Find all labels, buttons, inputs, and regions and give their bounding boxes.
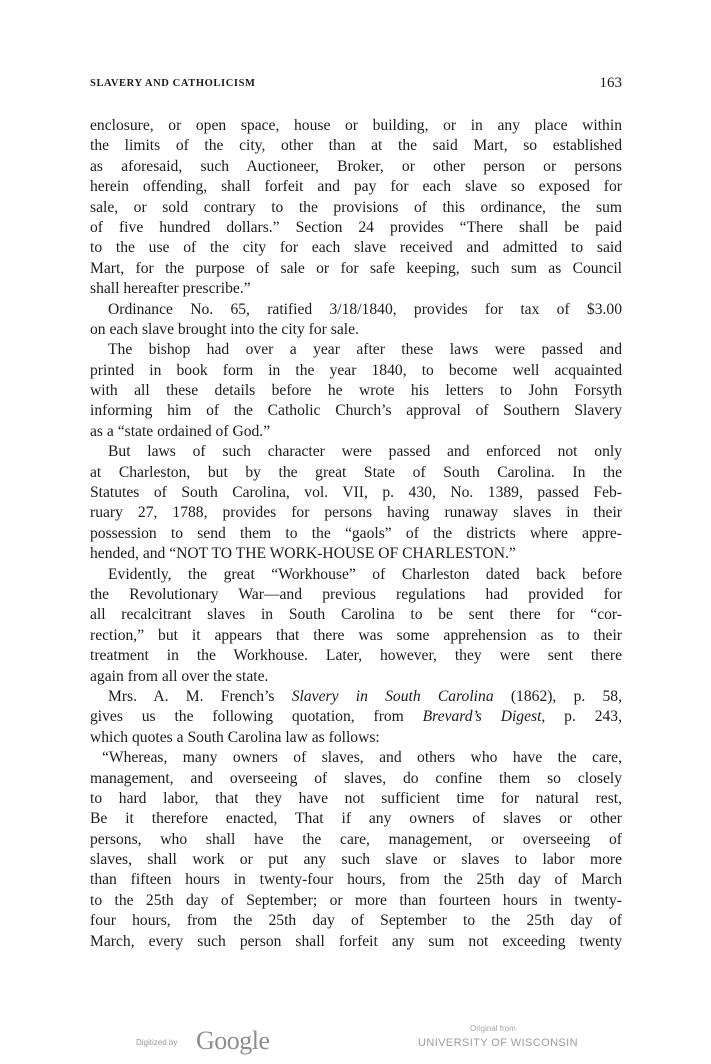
text-line: hended, and “NOT TO THE WORK-HOUSE OF CHARLESTON.” [90,545,516,563]
text-segment: , p. 243, [541,708,622,726]
text-line: as aforesaid, such Auctioneer, Broker, or other person or persons [90,157,622,175]
text-line [90,687,622,707]
text-segment: gives us the following quotation, from [90,708,423,726]
text-line: The bishop had over a year after these laws were passed and [108,341,622,359]
text-line: informing him of the Catholic Church’s approval of Southern Slavery [90,402,622,420]
text-line: again from all over the state. [90,667,269,685]
text-line: But laws of such character were passed and enforced not only [108,443,622,461]
text-line: printed in book form in the year 1840, to become well acquainted [90,361,622,379]
text-segment: (1862), p. 58, [493,687,622,705]
italic-title: Brevard’s Digest [422,708,542,726]
text-line: Ordinance No. 65, ratified 3/18/1840, provides for tax of $3.00 [108,300,622,318]
text-line: to the use of the city for each slave received and admitted to said [90,239,622,257]
text-line: the Revolutionary War—and previous regulations had provided for [90,585,622,603]
original-from-label: Original from [470,1024,516,1033]
text-line: as a “state ordained of God.” [90,422,271,440]
text-line: management, and overseeing of slaves, do confine them so closely [90,769,622,787]
text-line: possession to send them to the “gaols” of the districts where appre- [90,524,622,542]
text-line: with all these details before he wrote his letters to John Forsyth [90,382,622,400]
text-line: sale, or sold contrary to the provisions of this ordinance, the sum [90,198,622,216]
google-logo: Google [196,1026,270,1055]
text-line: four hours, from the 25th day of September to the 25th day of [90,912,622,930]
text-line: shall hereafter prescribe.” [90,280,251,298]
text-line: than fifteen hours in twenty-four hours, from the 25th day of March [90,871,622,889]
text-line: rection,” but it appears that there was some apprehension as to their [90,626,622,644]
running-head [90,75,622,98]
text-line: all recalcitrant slaves in South Carolina to be sent there for “cor- [90,606,622,624]
text-line: to the 25th day of September; or more than fourteen hours in twenty- [90,891,622,909]
text-line: of five hundred dollars.” Section 24 provides “There shall be paid [90,218,622,236]
body-text [90,116,622,952]
text-line: Be it therefore enacted, That if any owners of slaves or other [90,810,622,828]
text-line: persons, who shall have the care, management, or overseeing of [90,830,622,848]
italic-title: Slavery in South Carolina [291,687,494,705]
text-line: enclosure, or open space, house or building, or in any place within [90,117,622,134]
text-line: on each slave brought into the city for sale. [90,320,359,338]
text-line: to hard labor, that they have not sufficient time for natural rest, [90,789,622,807]
scan-footer [0,1020,711,1064]
text-line: herein offending, shall forfeit and pay for each slave so exposed for [90,178,622,196]
page-number: 163 [599,75,622,91]
text-line: which quotes a South Carolina law as follows: [90,728,380,746]
text-line: March, every such person shall forfeit any sum not exceeding twenty [90,932,622,950]
text-line: Mart, for the purpose of sale or for safe keeping, such sum as Council [90,259,622,277]
text-line: at Charleston, but by the great State of South Carolina. In the [90,463,622,481]
text-segment: Mrs. A. M. French’s [108,687,292,705]
running-title: SLAVERY AND CATHOLICISM [90,78,256,89]
university-label: UNIVERSITY OF WISCONSIN [418,1037,578,1049]
text-line: ruary 27, 1788, provides for persons having runaway slaves in their [90,504,622,522]
text-line: the limits of the city, other than at the said Mart, so established [90,137,622,155]
digitized-by-label: Digitized by [136,1038,178,1047]
text-line: “Whereas, many owners of slaves, and others who have the care, [102,749,622,767]
text-line: slaves, shall work or put any such slave or slaves to labor more [90,851,622,869]
text-line: Statutes of South Carolina, vol. VII, p. 430, No. 1389, passed Feb- [90,484,622,502]
text-line: treatment in the Workhouse. Later, however, they were sent there [90,647,622,665]
text-line [90,707,622,727]
text-line: Evidently, the great “Workhouse” of Charleston dated back before [108,565,622,583]
